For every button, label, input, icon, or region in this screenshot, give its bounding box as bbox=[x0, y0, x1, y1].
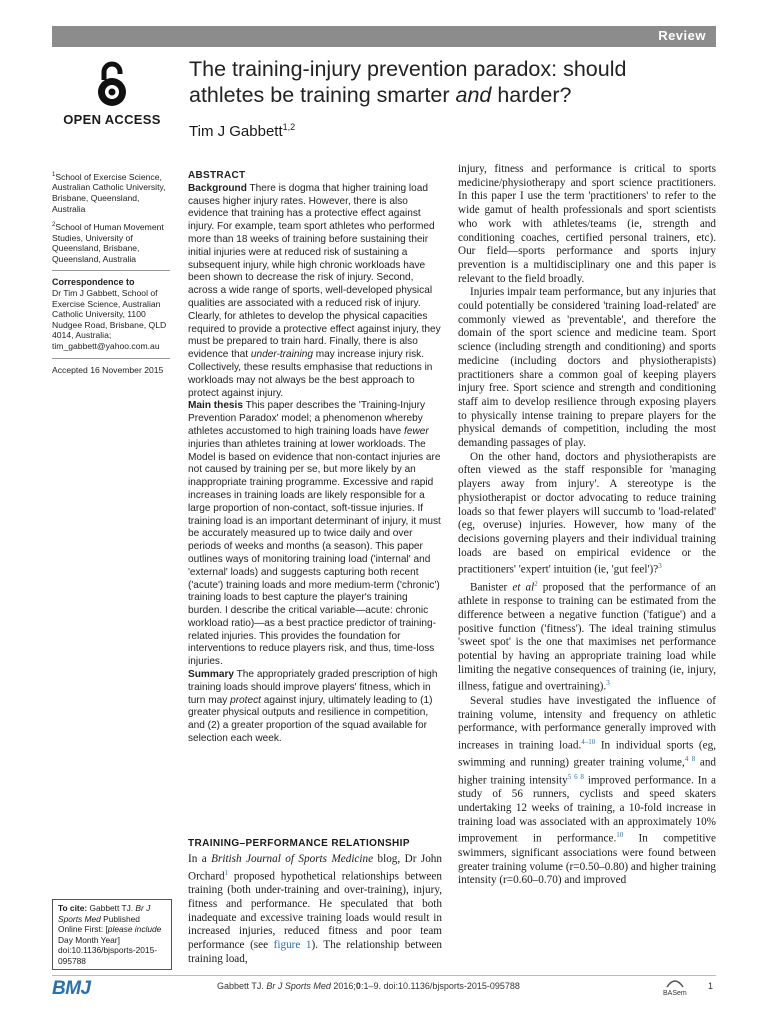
abstract bbox=[188, 170, 442, 746]
body-left-column bbox=[188, 853, 442, 966]
footer-divider bbox=[52, 975, 716, 976]
paragraph: injury, fitness and performance is critical to sports medicine/physiotherapy and sport science practitioners. In this paper I use the term 'practitioners' to refer to the wide gamut of health professionals and sport scientists who work with athletes/teams (ie, strength and conditioning coaches, certified personal trainers, etc). Our field—sports performance and sports injury prevention is a multidisciplinary one and this paper is relevant to the field broadly. bbox=[458, 163, 716, 285]
citation-box: To cite: Gabbett TJ. Br J Sports Med Published Online First: [please include Day Month Year] doi:10.1136/bjsports-2015-095788 bbox=[52, 899, 172, 970]
author-affiliation-ref: 1,2 bbox=[282, 122, 296, 132]
author-name: Tim J Gabbett bbox=[189, 123, 283, 140]
article-sidebar bbox=[52, 170, 170, 381]
reference-link[interactable]: 4 8 bbox=[684, 755, 696, 764]
paragraph: Several studies have investigated the influence of training volume, intensity and frequency on athletic performance, with performance generally improved with increases in training load.$^{4-10}$ In individual sports (eg, swimming and running) greater training volume,$^{4 8}$ and higher training intensity$^{5 6 8}$ improved performance. In a study of 56 runners, cyclists and speed skaters undertaking 12 weeks of training, a 10-fold increase in training load was associated with an approximately 10% improvement in performance.$^{10}$ In competitive swimmers, significant associations were found between greater training volume (r=0.50–0.80) and higher training intensity (r=0.60–0.70) and improved bbox=[458, 694, 717, 887]
abstract-summary: Summary The appropriately graded prescription of high training loads should improve players' fitness, which in turn may protect against injury, ultimately leading to (1) greater physical outputs and resilience in competition, and (2) a greater proportion of the squad available for selection each week. bbox=[188, 669, 438, 745]
reference-link[interactable]: 3 bbox=[606, 679, 610, 688]
affiliation-2: $^2$School of Human Movement Studies, University of Queensland, Brisbane, Queensland, Australia bbox=[52, 222, 164, 264]
paragraph: On the other hand, doctors and physiotherapists are often viewed as the staff responsible for 'managing players away from injury'. A stereotype is the physiotherapist or doctor advocating to reduce training loads so that fewer players will succumb to 'load-related' (eg, overuse) injuries. However, how many of the decisions governing players and their individual training loads are based on empirical evidence or the practitioners' 'expert' intuition (ie, 'gut feel')?$^3$ bbox=[458, 450, 716, 577]
basem-logo: BASem bbox=[663, 978, 687, 997]
reference-link[interactable]: 5 6 8 bbox=[567, 772, 584, 781]
abstract-background: Background There is dogma that higher training load causes higher injury rates. However, there is also evidence that training has a protective effect against injury. For example, team sport athletes who performed more than 18 weeks of training before sustaining their initial injuries were at reduced risk of sustaining a subsequent injury, while high chronic workloads have been shown to decrease the risk of injury. Second, across a wide range of sports, well-developed physical qualities are associated with a reduced risk of injury. Clearly, for athletes to develop the physical capacities required to provide a protective effect against injury, they must be prepared to train hard. Finally, there is also evidence that under-training may increase injury risk. Collectively, these results emphasise that reductions in workloads may not always be the best approach to protect against injury. bbox=[188, 182, 441, 399]
open-access-badge bbox=[62, 60, 162, 127]
reference-link[interactable]: 10 bbox=[616, 831, 624, 840]
reference-link[interactable]: 2 bbox=[534, 579, 538, 588]
body-right-column bbox=[458, 163, 716, 888]
section-bar bbox=[52, 26, 716, 47]
reference-link[interactable]: 1 bbox=[224, 868, 229, 877]
reference-link[interactable]: 4–10 bbox=[581, 738, 596, 747]
bmj-logo: BMJ bbox=[52, 978, 91, 999]
page-number: 1 bbox=[708, 981, 714, 991]
abstract-main-thesis: Main thesis This paper describes the 'Training-Injury Prevention Paradox' model; a phenomenon whereby athletes accustomed to high training loads have fewer injuries than athletes training at lower workloads. The Model is based on evidence that non-contact injuries are not caused by training per se, but more likely by an inappropriate training programme. Excessive and rapid increases in training loads are likely responsible for a large proportion of non-contact, soft-tissue injuries. If training load is an important determinant of injury, it must be accurately measured up to twice daily and over periods of weeks and months (a season). This paper outlines ways of monitoring training load ('internal' and 'external' loads) and suggests capturing both recent ('acute') training loads and more medium-term ('chronic') training loads to best capture the player's training burden. I describe the critical variable—acute: chronic workload ratio)—as a best practice predictor of training-related injuries. This provides the foundation for interventions to reduce players risk, and thus, time-loss injuries. bbox=[188, 400, 441, 668]
footer-citation: Gabbett TJ. Br J Sports Med 2016;0:1–9. doi:10.1136/bjsports-2015-095788 bbox=[217, 981, 520, 991]
paragraph: In a British Journal of Sports Medicine blog, Dr John Orchard$^1$ proposed hypothetical relationships between training (both under-training and over-training), injury, fitness and performance. He speculated that both inadequate and excessive training loads would result in increased injuries, reduced fitness and poor team performance (see figure 1). The relationship between training load, bbox=[188, 853, 442, 965]
author-line bbox=[189, 122, 295, 140]
abstract-heading: ABSTRACT bbox=[188, 170, 246, 181]
divider bbox=[52, 358, 170, 359]
correspondence: Correspondence to Dr Tim J Gabbett, School of Exercise Science, Australian Catholic University, 1100 Nudgee Road, Brisbane, QLD 4014, Australia; tim_gabbett@yahoo.com.au bbox=[52, 277, 167, 352]
article-title: The training-injury prevention paradox: should athletes be training smarter and harder? bbox=[189, 57, 627, 107]
paragraph: Banister et al$^2$ proposed that the performance of an athlete in response to training can be estimated from the difference between a negative function ('fatigue') and a positive function ('fitness'). The ideal training stimulus 'sweet spot' is the one that maximises net performance potential by having an appropriate training load while limiting the negative consequences of training (ie, injury, illness, fatigue and overtraining).$^3$ bbox=[458, 579, 716, 694]
reference-link[interactable]: 3 bbox=[658, 562, 662, 571]
figure-link[interactable]: figure 1 bbox=[273, 938, 312, 951]
section-label: Review bbox=[658, 28, 706, 43]
accepted-date: Accepted 16 November 2015 bbox=[52, 364, 164, 375]
open-access-label: OPEN ACCESS bbox=[63, 112, 161, 127]
divider bbox=[52, 270, 170, 271]
basem-emblem-icon bbox=[666, 978, 684, 988]
section-heading: TRAINING–PERFORMANCE RELATIONSHIP bbox=[188, 838, 410, 849]
paragraph: Injuries impair team performance, but any injuries that could potentially be considered 'training load-related' are commonly viewed as 'preventable', and therefore the domain of the sport science and medicine team. Sport science (including strength and conditioning) and sports medicine (including doctors and physiotherapists) practitioners share a common goal of keeping players injury free. Sport science and strength and conditioning staff aim to develop resilience through exposing players to physically intense training to prepare players for the physical demands of competition, including the most demanding passages of play. bbox=[458, 286, 716, 450]
affiliation-1: $^1$School of Exercise Science, Australian Catholic University, Brisbane, Queensland, Australia bbox=[52, 171, 166, 214]
open-access-lock-icon bbox=[94, 60, 130, 108]
